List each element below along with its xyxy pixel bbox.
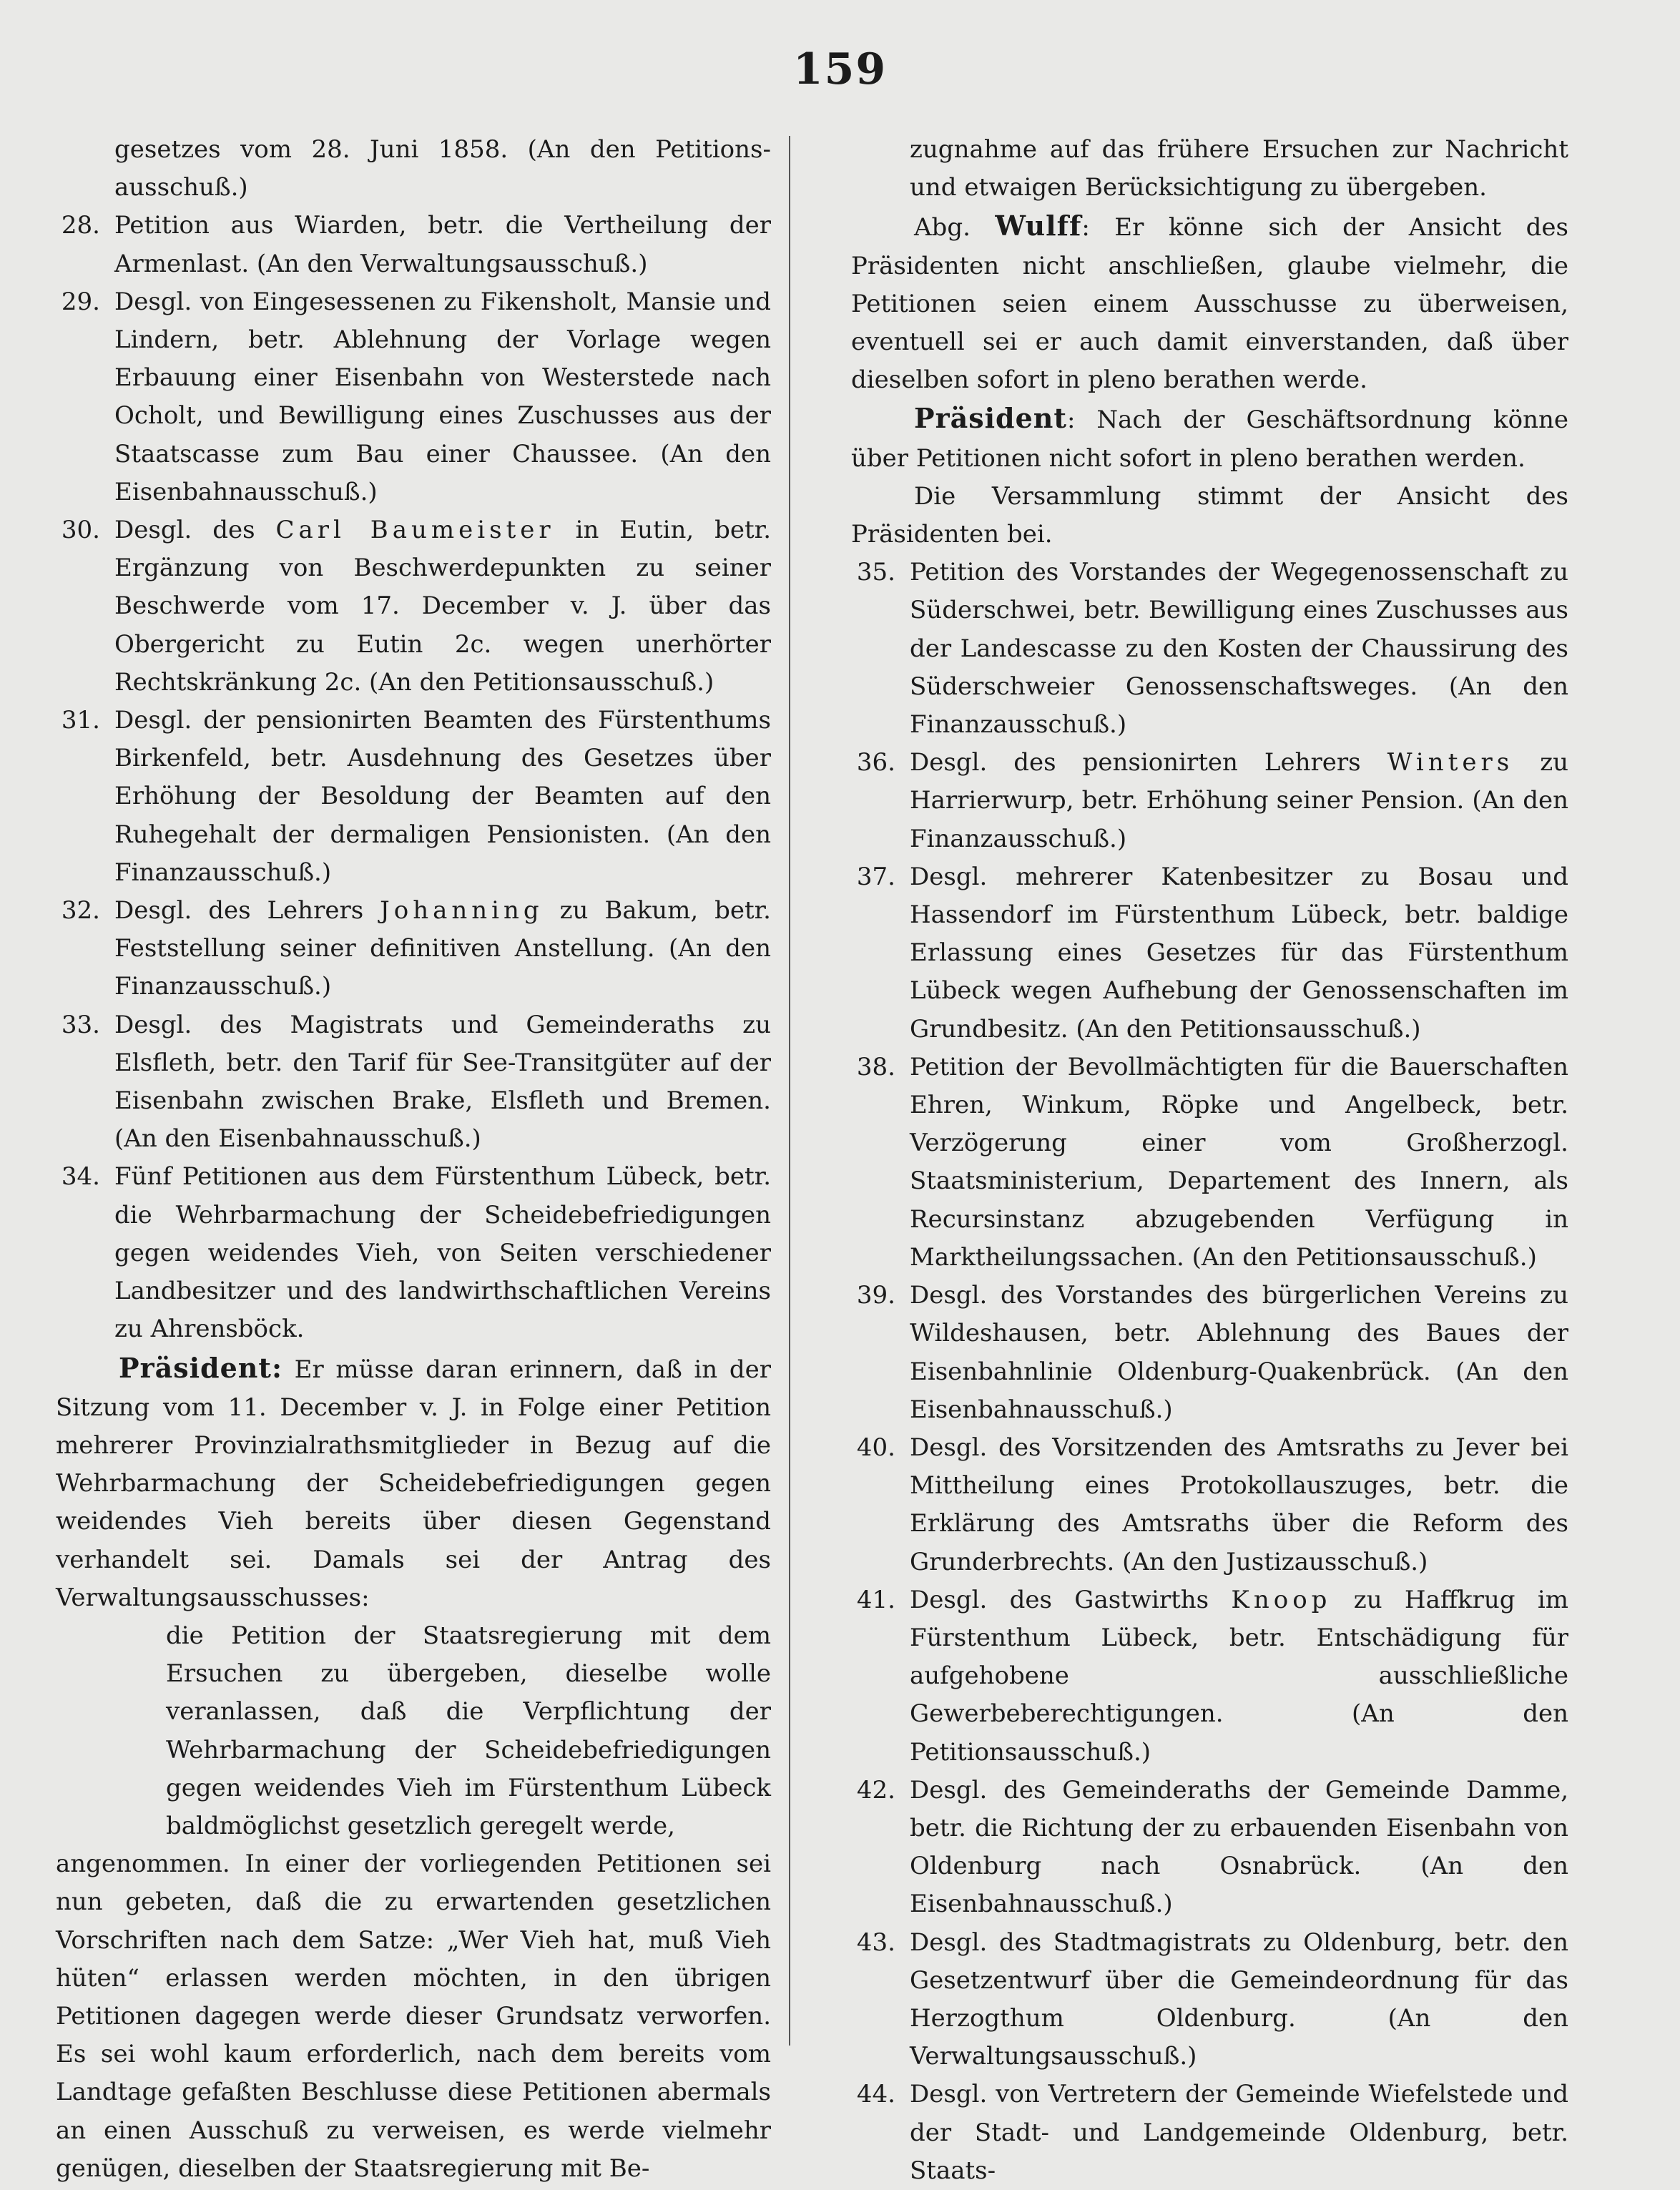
item-text: Desgl. von Eingesessenen zu Fikensholt, Mansie und Lindern, betr. Ablehnung der Vorlage wegen Erbauung einer Eisenbahn von Westerstede nach Ocholt, und Bewilligung eines Zuschusses aus der Staatscasse zum Bau einer Chaussee. (An den Eisenbahnausschuß.) <box>114 287 771 506</box>
wulff-statement <box>851 207 1568 399</box>
petition-item-30 <box>56 511 771 702</box>
item-number: 38. <box>856 1052 895 1081</box>
motion-quote: die Petition der Staatsregierung mit dem Ersuchen zu übergeben, dieselbe wolle veranlassen, daß die Verpflichtung der Wehrbarmachung der Scheidebefriedigungen gegen weidendes Vieh im Fürstenthum Lübeck baldmöglichst gesetzlich geregelt werde, <box>166 1621 771 1840</box>
item-number: 41. <box>856 1585 895 1614</box>
item-text: Desgl. des Stadtmagistrats zu Oldenburg, betr. den Gesetzentwurf über die Gemeindeordnung für das Herzogthum Oldenburg. (An den Verwaltungsausschuß.) <box>910 1928 1568 2071</box>
item-number: 35. <box>856 558 895 587</box>
item-text-pre: Desgl. des <box>114 516 276 545</box>
item-number: 28. <box>61 211 100 240</box>
column-divider <box>789 136 790 2046</box>
item-number: 29. <box>61 287 100 316</box>
item-text: Desgl. des Vorsitzenden des Amtsraths zu Jever bei Mittheilung eines Protokollauszuges, betr. die Erklärung des Amtsraths über die Reform des Grunderbrechts. (An den Justizausschuß.) <box>910 1433 1568 1576</box>
president-statement <box>851 399 1568 477</box>
item-number: 32. <box>61 896 100 925</box>
petition-item-43 <box>851 1924 1568 2076</box>
petition-item-37 <box>851 858 1568 1049</box>
item-number: 40. <box>856 1433 895 1462</box>
petition-item-35 <box>851 554 1568 744</box>
item-text: Fünf Petitionen aus dem Fürstenthum Lübeck, betr. die Wehrbarmachung der Scheidebefriedigungen gegen weidendes Vieh, von Seiten verschiedener Landbesitzer und des landwirthschaftlichen Vereins zu Ahrensböck. <box>114 1162 771 1344</box>
left-column <box>56 131 771 2188</box>
item-number: 34. <box>61 1162 100 1192</box>
petition-item-39 <box>851 1277 1568 1429</box>
petition-item-41 <box>851 1581 1568 1772</box>
page-number: 159 <box>792 44 888 94</box>
item-text: Desgl. mehrerer Katenbesitzer zu Bosau und Hassendorf im Fürstenthum Lübeck, betr. baldige Erlassung eines Gesetzes für das Fürstenthum Lübeck wegen Aufhebung der Genossenschaften im Grundbesitz. (An den Petitionsausschuß.) <box>910 862 1568 1044</box>
president-statement <box>56 1349 771 1617</box>
item-text: Petition des Vorstandes der Wegegenossenschaft zu Süderschwei, betr. Bewilligung eines Zuschusses aus der Landescasse zu den Kosten der Chaussirung des Süderschweier Genossenschaftsweges. (An den Finanzausschuß.) <box>910 558 1568 740</box>
speaker-label: Wulff <box>995 210 1082 242</box>
item-text-post: in Eutin, betr. Ergänzung von Beschwerdepunkten zu seiner Beschwerde vom 17. December v. J. über das Obergericht zu Eutin 2c. wegen unerhörter Rechtskränkung 2c. (An den Petitionsausschuß.) <box>114 516 772 697</box>
statement-continuation: angenommen. In einer der vorliegenden Petitionen sei nun gebeten, daß die zu erwartenden gesetzlichen Vorschriften nach dem Satze: „Wer Vieh hat, muß Vieh hüten“ erlassen werden möchten, in den übrigen Petitionen dagegen werde dieser Grundsatz verworfen. Es sei wohl kaum erforderlich, nach dem bereits vom Landtage gefaßten Beschlusse diese Petitionen abermals an einen Ausschuß zu verweisen, es werde vielmehr genügen, dieselben der Staatsregierung mit Be- <box>56 1850 771 2183</box>
petition-item-28 <box>56 207 771 283</box>
petitioner-name: Johanning <box>380 896 544 925</box>
item-text-post: zu Haffkrug im Fürstenthum Lübeck, betr. Entschädigung für aufgehobene ausschließliche Gewerbeberechtigungen. (An den Petitionsausschuß.) <box>910 1585 1568 1767</box>
item-number: 44. <box>856 2080 895 2109</box>
item-text: Desgl. der pensionirten Beamten des Fürstenthums Birkenfeld, betr. Ausdehnung des Gesetzes über Erhöhung der Besoldung der Beamten auf den Ruhegehalt der dermaligen Pensionisten. (An den Finanzausschuß.) <box>114 706 771 887</box>
item-number: 36. <box>856 748 895 777</box>
item-number: 33. <box>61 1010 100 1039</box>
item-number: 39. <box>856 1281 895 1310</box>
petition-item-29 <box>56 283 771 511</box>
item-text-post: zu Bakum, betr. Feststellung seiner definitiven Anstellung. (An den Finanzausschuß.) <box>114 896 771 1001</box>
item-number: 42. <box>856 1775 895 1804</box>
item-number: 37. <box>856 862 895 891</box>
petitioner-name: Winters <box>1387 748 1514 777</box>
item-text-post: zu Harrierwurp, betr. Erhöhung seiner Pension. (An den Finanzausschuß.) <box>910 748 1568 853</box>
petition-item-38 <box>851 1049 1568 1277</box>
item-text: Petition aus Wiarden, betr. die Vertheilung der Armenlast. (An den Verwaltungsausschuß.) <box>114 211 771 278</box>
speaker-label: Präsident <box>914 402 1067 435</box>
item-text: Petition der Bevollmächtigten für die Bauerschaften Ehren, Winkum, Röpke und Angelbeck, betr. Verzögerung einer vom Großherzogl. Staatsministerium, Departement des Innern, als Recursinstanz abzugebenden Verfügung in Marktheilungssachen. (An den Petitionsausschuß.) <box>910 1052 1568 1272</box>
petition-item-32 <box>56 892 771 1006</box>
petition-item-42 <box>851 1772 1568 1924</box>
statement-text: : Nach der Geschäftsordnung könne über Petitionen nicht sofort in pleno berathen werden. <box>851 406 1568 473</box>
item-text-pre: Desgl. des pensionirten Lehrers <box>910 748 1387 777</box>
item-number: 43. <box>856 1928 895 1957</box>
petition-item-44 <box>851 2076 1568 2190</box>
speaker-label: Präsident: <box>119 1351 283 1384</box>
right-column <box>851 131 1568 2190</box>
item-number: 30. <box>61 516 100 545</box>
petition-item-36 <box>851 744 1568 858</box>
item-number: 31. <box>61 706 100 735</box>
statement-text: : Er könne sich der Ansicht des Präsidenten nicht anschließen, glaube vielmehr, die Petitionen seien einem Ausschusse zu überweisen, eventuell sei er auch damit einverstanden, daß über dieselben sofort in pleno berathen werde. <box>851 213 1568 395</box>
continuation-text: gesetzes vom 28. Juni 1858. (An den Petitions-ausschuß.) <box>114 135 771 202</box>
item-text: Desgl. des Magistrats und Gemeinderaths zu Elsfleth, betr. den Tarif für See-Transitgüter auf der Eisenbahn zwischen Brake, Elsfleth und Bremen. (An den Eisenbahnausschuß.) <box>114 1010 771 1154</box>
item-text-pre: Desgl. des Gastwirths <box>910 1585 1232 1614</box>
item-text-pre: Desgl. des Lehrers <box>114 896 380 925</box>
statement-text: Er müsse daran erinnern, daß in der Sitzung vom 11. December v. J. in Folge einer Petition mehrerer Provinzialrathsmitglieder in Bezug auf die Wehrbarmachung der Scheidebefriedigungen gegen weidendes Vieh bereits über diesen Gegenstand verhandelt sei. Damals sei der Antrag des Verwaltungsausschusses: <box>56 1355 771 1612</box>
petition-item-31 <box>56 702 771 892</box>
petition-item-40 <box>851 1429 1568 1581</box>
petitioner-name: Carl Baumeister <box>275 516 555 545</box>
petition-item-33 <box>56 1006 771 1159</box>
item-text: Desgl. des Gemeinderaths der Gemeinde Damme, betr. die Richtung der zu erbauenden Eisenbahn von Oldenburg nach Osnabrück. (An den Eisenbahnausschuß.) <box>910 1775 1568 1919</box>
assembly-decision: Die Versammlung stimmt der Ansicht des Präsidenten bei. <box>851 481 1568 549</box>
speaker-prefix: Abg. <box>914 213 996 242</box>
item-text: Desgl. von Vertretern der Gemeinde Wiefelstede und der Stadt- und Landgemeinde Oldenburg, betr. Staats- <box>910 2080 1568 2185</box>
petition-item-34 <box>56 1158 771 1348</box>
item-text: Desgl. des Vorstandes des bürgerlichen Vereins zu Wildeshausen, betr. Ablehnung des Baues der Eisenbahnlinie Oldenburg-Quakenbrück. (An den Eisenbahnausschuß.) <box>910 1281 1568 1424</box>
continuation-text: zugnahme auf das frühere Ersuchen zur Nachricht und etwaigen Berücksichtigung zu übergeben. <box>910 135 1568 202</box>
petitioner-name: Knoop <box>1231 1585 1332 1614</box>
